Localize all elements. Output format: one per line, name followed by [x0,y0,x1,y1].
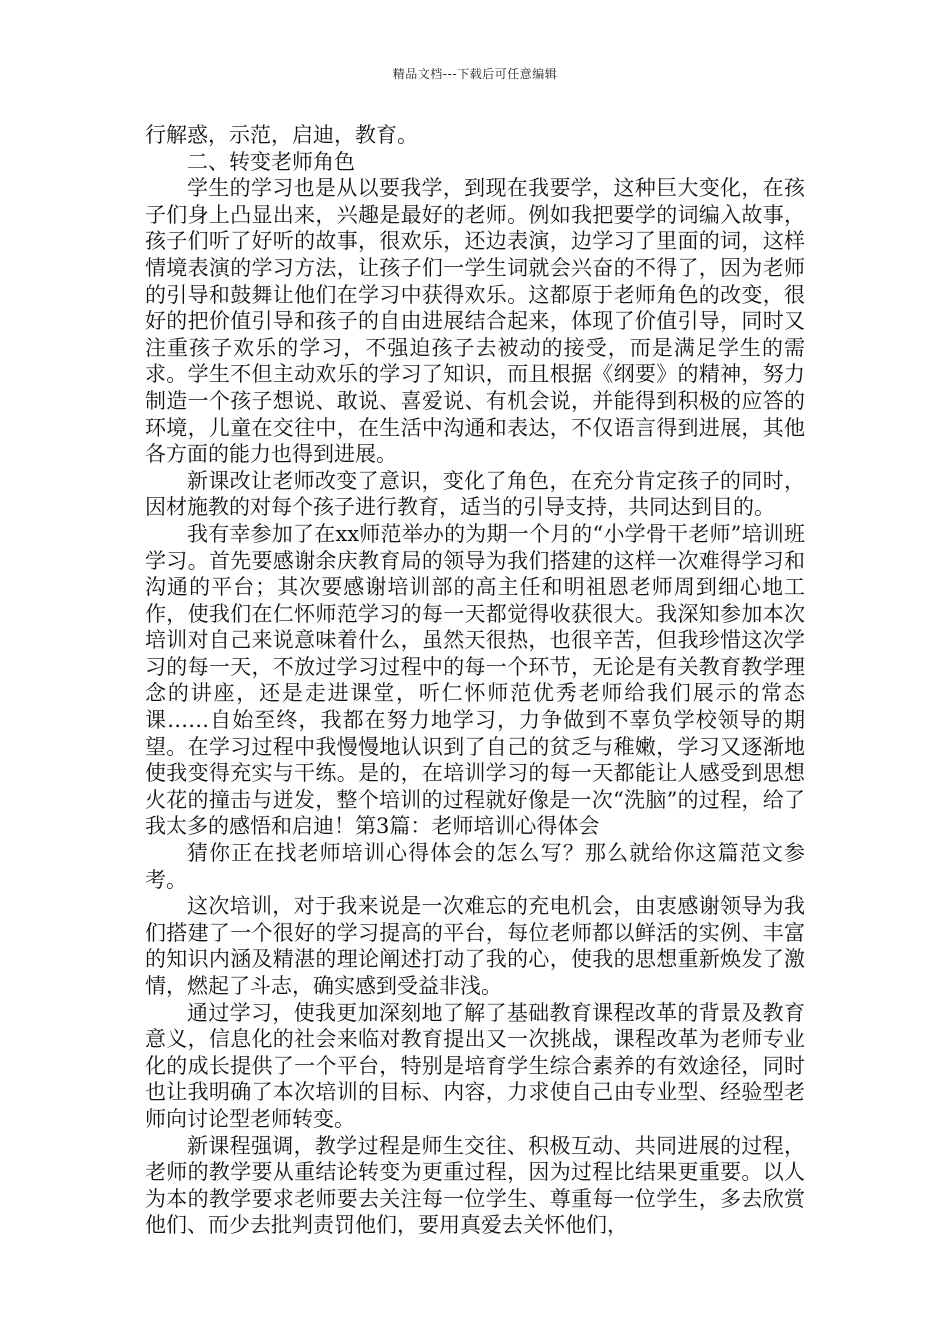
paragraph: 新课程强调，教学过程是师生交往、积极互动、共同进展的过程，老师的教学要从重结论转变为更重过程，因为过程比结果更重要。以人为本的教学要求老师要去关注每一位学生、尊重每一位学生，多去欣赏他们、而少去批判责罚他们，要用真爱去关怀他们， [145,1133,805,1238]
paragraph: 这次培训，对于我来说是一次难忘的充电机会，由衷感谢领导为我们搭建了一个很好的学习提高的平台，每位老师都以鲜活的实例、丰富的知识内涵及精湛的理论阐述打动了我的心，使我的思想重新焕发了激情，燃起了斗志，确实感到受益非浅。 [145,894,805,998]
paragraph: 我有幸参加了在xx师范举办的为期一个月的“小学骨干老师”培训班学习。首先要感谢余庆教育局的领导为我们搭建的这样一次难得学习和沟通的平台；其次要感谢培训部的高主任和明祖恩老师周到细心地工作，使我们在仁怀师范学习的每一天都觉得收获很大。我深知参加本次培训对自己来说意味着什么，虽然天很热，也很辛苦，但我珍惜这次学习的每一天，不放过学习过程中的每一个环节，无论是有关教育教学理念的讲座，还是走进课堂，听仁怀师范优秀老师给我们展示的常态课……自始至终，我都在努力地学习，力争做到不辜负学校领导的期望。在学习过程中我慢慢地认识到了自己的贫乏与稚嫩，学习又逐渐地使我变得充实与干练。是的，在培训学习的每一天都能让人感受到思想火花的撞击与迸发，整个培训的过程就好像是一次“洗脑”的过程，给了我太多的感悟和启迪！第3篇：老师培训心得体会 [145,521,805,839]
paragraph: 学生的学习也是从以要我学，到现在我要学，这种巨大变化，在孩子们身上凸显出来，兴趣是最好的老师。例如我把要学的词编入故事，孩子们听了好听的故事，很欢乐，还边表演，边学习了里面的词，这样情境表演的学习方法，让孩子们一学生词就会兴奋的不得了，因为老师的引导和鼓舞让他们在学习中获得欢乐。这都原于老师角色的改变，很好的把价值引导和孩子的自由进展结合起来，体现了价值引导，同时又注重孩子欢乐的学习，不强迫孩子去被动的接受，而是满足学生的需求。学生不但主动欢乐的学习了知识，而且根据《纲要》的精神，努力制造一个孩子想说、敢说、喜爱说、有机会说，并能得到积极的应答的环境，儿童在交往中，在生活中沟通和表达，不仅语言得到进展，其他各方面的能力也得到进展。 [145,176,805,467]
page-header: 精品文档---下载后可任意编辑 [392,67,558,81]
paragraph: 猜你正在找老师培训心得体会的怎么写？那么就给你这篇范文参考。 [145,841,805,892]
paragraph: 行解惑，示范，启迪，教育。 [145,123,418,147]
section-heading: 二、转变老师角色 [187,149,355,174]
paragraph: 新课改让老师改变了意识，变化了角色，在充分肯定孩子的同时，因材施教的对每个孩子进行教育，适当的引导支持，共同达到目的。 [145,468,805,520]
paragraph: 通过学习，使我更加深刻地了解了基础教育课程改革的背景及教育意义，信息化的社会来临对教育提出又一次挑战，课程改革为老师专业化的成长提供了一个平台，特别是培育学生综合素养的有效途径，同时也让我明确了本次培训的目标、内容，力求使自己由专业型、经验型老师向讨论型老师转变。 [145,1000,805,1131]
document-body [145,122,805,1239]
